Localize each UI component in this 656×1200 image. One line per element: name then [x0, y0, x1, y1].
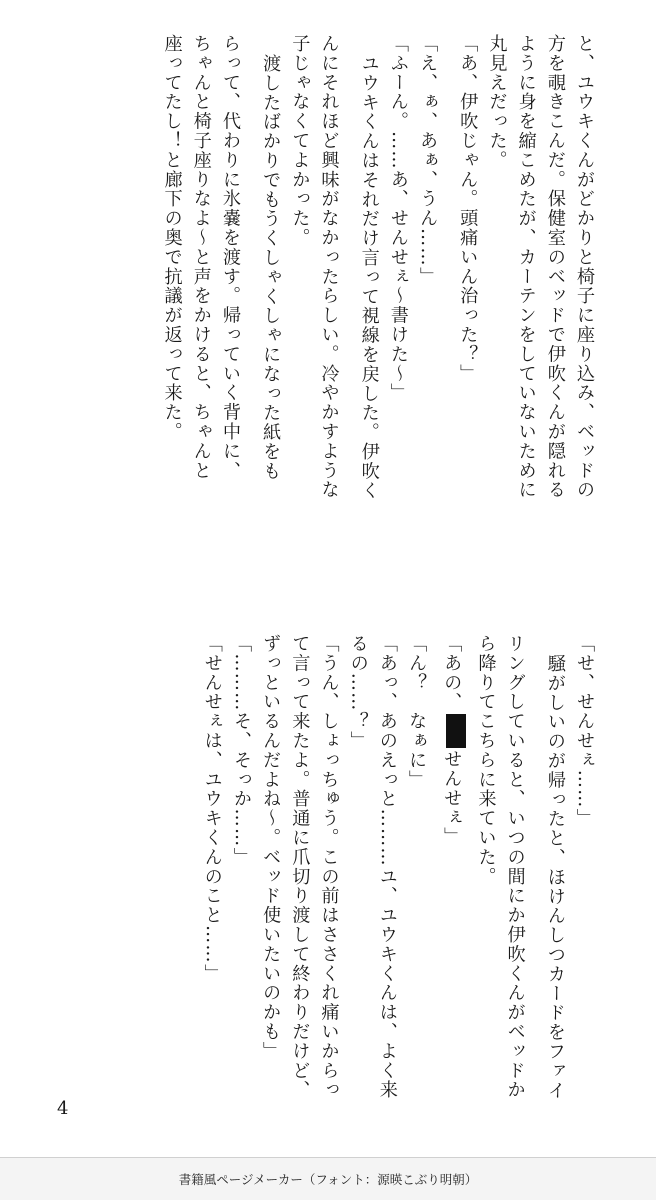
text-line: リングしていると、いつの間にか伊吹くんがベッドか	[504, 634, 526, 1100]
dialogue-line: 「せ、せんせぇ……」	[574, 634, 595, 828]
dialogue-line	[441, 634, 466, 847]
dialogue-line: 「え、ぁ、あぁ、うん……」	[417, 34, 439, 287]
text-line: 渡したばかりでもうくしゃくしゃになった紙をも	[260, 54, 282, 481]
upper-text-block	[162, 34, 594, 500]
text-line: ちゃんと椅子座りなよ～と声をかけると、ちゃんと	[190, 34, 212, 481]
dialogue-fragment: せんせぇ」	[441, 749, 463, 847]
text-line: と、ユウキくんがどかりと椅子に座り込み、ベッドの	[574, 34, 595, 500]
footer-credit: 書籍風ページメーカー（フォント：源暎こぶり明朝）	[178, 1172, 478, 1187]
text-line: んにそれほど興味がなかったらしい。冷やかすような	[318, 34, 340, 500]
dialogue-line: ずっといるんだよね～。ベッド使いたいのかも」	[260, 634, 282, 1061]
text-line: ら降りてこちらに来ていた。	[475, 634, 497, 887]
page-number: 4	[57, 1098, 69, 1119]
text-line: 丸見えだった。	[486, 34, 508, 170]
dialogue-line: 「あ、伊吹じゃん。頭痛いん治った？」	[457, 34, 479, 384]
dialogue-line: るの……？」	[347, 634, 369, 751]
dialogue-line: 「せんせぇは、ユウキくんのこと……」	[201, 634, 223, 984]
lower-text-block	[202, 634, 594, 1100]
dialogue-line: 「ん？ なぁに」	[406, 634, 428, 790]
redaction-box	[446, 714, 466, 748]
text-line: 子じゃなくてよかった。	[289, 34, 311, 248]
text-line: 座ってたし！と廊下の奥で抗議が返って来た。	[161, 34, 183, 442]
dialogue-fragment: 「あの、	[441, 634, 463, 712]
dialogue-line: 「ふーん。……あ、せんせぇ～書けた～」	[387, 34, 409, 403]
text-line: ように身を縮こめたが、カーテンをしていないために	[515, 34, 537, 500]
text-line: ユウキくんはそれだけ言って視線を戻した。伊吹く	[358, 54, 380, 501]
text-line: 騒がしいのが帰ったと、ほけんしつカードをファイ	[544, 654, 566, 1101]
footer-credit-bar	[0, 1158, 656, 1200]
dialogue-line: 「あっ、あのえっと………ユ、ユウキくんは、よく来	[376, 634, 398, 1100]
text-line: 方を覗きこんだ。保健室のベッドで伊吹くんが隠れる	[544, 34, 566, 500]
text-line: らって、代わりに氷嚢を渡す。帰っていく背中に、	[219, 34, 241, 481]
dialogue-line: 「うん、しょっちゅう。この前はささくれ痛いからっ	[318, 634, 340, 1100]
dialogue-line: 「………そ、そっか……」	[230, 634, 252, 867]
dialogue-line: て言って来たよ。普通に爪切り渡して終わりだけど、	[289, 634, 311, 1100]
